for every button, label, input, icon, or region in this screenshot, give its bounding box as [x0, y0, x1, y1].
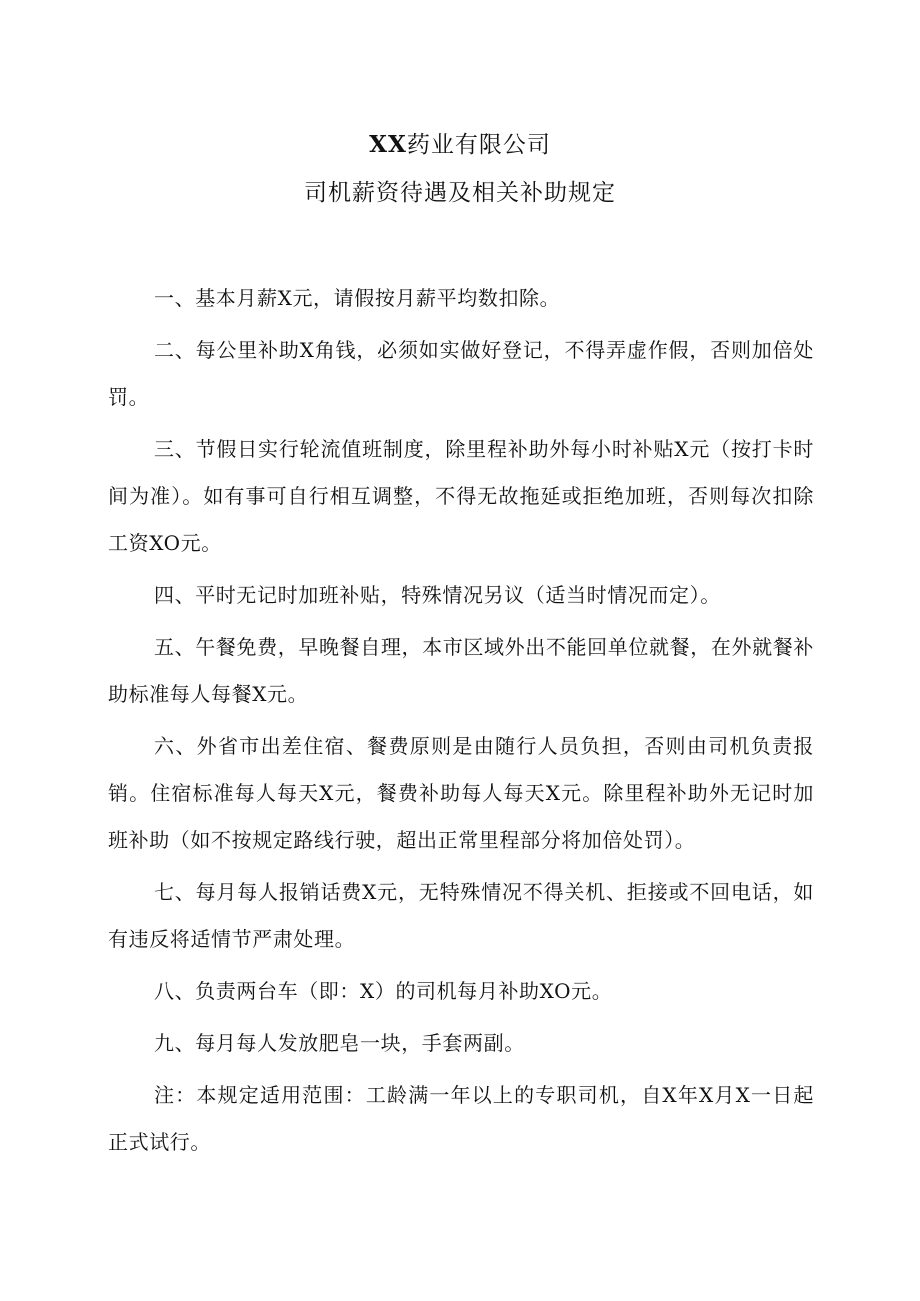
- clause-4: 四、平时无记时加班补贴，特殊情况另议（适当时情况而定）。: [154, 583, 721, 607]
- clause-1: 一、基本月薪X元，请假按月薪平均数扣除。: [154, 286, 561, 310]
- clause-5: 五、午餐免费，早晚餐自理，本市区域外出不能回单位就餐，在外就餐补助标准每人每餐X元。: [108, 635, 814, 706]
- clause-2: 二、每公里补助X角钱，必须如实做好登记，不得弄虚作假，否则加倍处罚。: [108, 338, 814, 409]
- clause-9: 九、每月每人发放肥皂一块，手套两副。: [154, 1031, 525, 1055]
- document-body: [108, 275, 814, 1171]
- company-name: [0, 130, 920, 160]
- clause-3: 三、节假日实行轮流值班制度，除里程补助外每小时补贴X元（按打卡时间为准）。如有事可自行相互调整，不得无故拖延或拒绝加班，否则每次扣除工资XO元。: [108, 437, 814, 555]
- clause-7: 七、每月每人报销话费X元，无特殊情况不得关机、拒接或不回电话，如有违反将适情节严肃处理。: [108, 880, 814, 951]
- clause-8: 八、负责两台车（即：X）的司机每月补助XO元。: [154, 979, 613, 1003]
- company-name-prefix: XX: [369, 131, 407, 158]
- company-name-rest: 药业有限公司: [406, 132, 551, 158]
- clause-6: 六、外省市出差住宿、餐费原则是由随行人员负担，否则由司机负责报销。住宿标准每人每天X元，餐费补助每人每天X元。除里程补助外无记时加班补助（如不按规定路线行驶，超出正常里程部分将加倍处罚）。: [108, 734, 814, 852]
- note-clause: 注：本规定适用范围：工龄满一年以上的专职司机，自X年X月X一日起正式试行。: [108, 1083, 814, 1154]
- document-title: 司机薪资待遇及相关补助规定: [304, 180, 616, 206]
